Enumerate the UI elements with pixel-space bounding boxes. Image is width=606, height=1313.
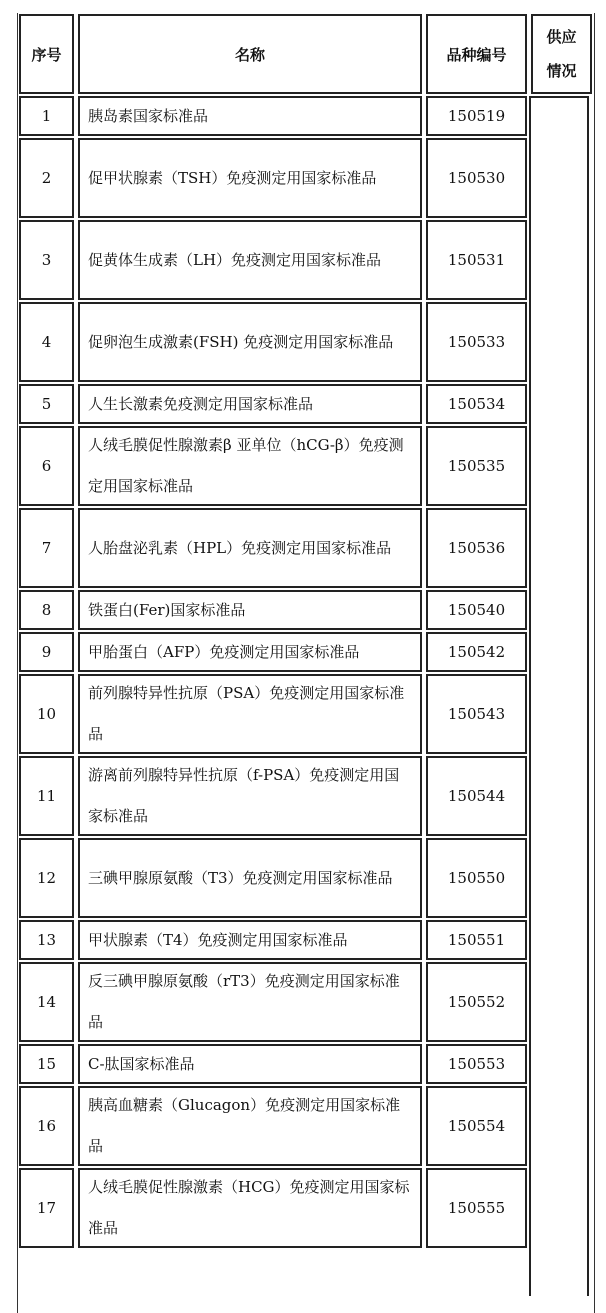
row-name: 人绒毛膜促性腺激素（HCG）免疫测定用国家标准品: [78, 1168, 422, 1248]
row-name: 人绒毛膜促性腺激素β 亚单位（hCG-β）免疫测定用国家标准品: [78, 426, 422, 506]
row-index: 6: [19, 426, 74, 506]
table-row: [17, 425, 594, 507]
row-index: 8: [19, 590, 74, 630]
row-name: 反三碘甲腺原氨酸（rT3）免疫测定用国家标准品: [78, 962, 422, 1042]
row-code: 150544: [426, 756, 527, 836]
table-row: [17, 137, 594, 219]
row-name: 三碘甲腺原氨酸（T3）免疫测定用国家标准品: [78, 838, 422, 918]
table-row: [17, 961, 594, 1043]
standards-table: [17, 13, 594, 1249]
row-index: 13: [19, 920, 74, 960]
row-code: 150519: [426, 96, 527, 136]
row-index: 4: [19, 302, 74, 382]
row-code: 150552: [426, 962, 527, 1042]
row-code: 150531: [426, 220, 527, 300]
header-supply-line1: 供应: [546, 28, 577, 46]
row-index: 3: [19, 220, 74, 300]
row-name: 甲胎蛋白（AFP）免疫测定用国家标准品: [78, 632, 422, 672]
table-header-row: [17, 13, 594, 95]
table-row: [17, 673, 594, 755]
row-index: 2: [19, 138, 74, 218]
row-index: 9: [19, 632, 74, 672]
row-code: 150540: [426, 590, 527, 630]
row-index: 16: [19, 1086, 74, 1166]
table-row: [17, 301, 594, 383]
row-name: 胰岛素国家标准品: [78, 96, 422, 136]
table-row: [17, 1043, 594, 1085]
row-name: 人胎盘泌乳素（HPL）免疫测定用国家标准品: [78, 508, 422, 588]
table-row: [17, 1167, 594, 1249]
row-code: 150534: [426, 384, 527, 424]
row-index: 7: [19, 508, 74, 588]
row-code: 150533: [426, 302, 527, 382]
row-code: 150551: [426, 920, 527, 960]
row-name: 人生长激素免疫测定用国家标准品: [78, 384, 422, 424]
header-index: 序号: [19, 14, 74, 94]
table-row: [17, 589, 594, 631]
row-code: 150550: [426, 838, 527, 918]
table-row: [17, 919, 594, 961]
row-index: 10: [19, 674, 74, 754]
row-name: 促卵泡生成激素(FSH) 免疫测定用国家标准品: [78, 302, 422, 382]
header-name: 名称: [78, 14, 422, 94]
table-row: [17, 95, 594, 137]
row-name: 胰高血糖素（Glucagon）免疫测定用国家标准品: [78, 1086, 422, 1166]
row-code: 150543: [426, 674, 527, 754]
row-index: 5: [19, 384, 74, 424]
row-name: C-肽国家标准品: [78, 1044, 422, 1084]
row-code: 150535: [426, 426, 527, 506]
supply-status-column: [529, 96, 589, 1296]
row-index: 15: [19, 1044, 74, 1084]
row-code: 150542: [426, 632, 527, 672]
header-code: 品种编号: [426, 14, 527, 94]
row-index: 17: [19, 1168, 74, 1248]
table-row: [17, 507, 594, 589]
table-row: [17, 383, 594, 425]
row-index: 1: [19, 96, 74, 136]
header-supply-line2: 情况: [546, 62, 577, 80]
row-name: 促黄体生成素（LH）免疫测定用国家标准品: [78, 220, 422, 300]
row-name: 游离前列腺特异性抗原（f-PSA）免疫测定用国家标准品: [78, 756, 422, 836]
row-index: 11: [19, 756, 74, 836]
table-row: [17, 219, 594, 301]
row-code: 150553: [426, 1044, 527, 1084]
row-name: 铁蛋白(Fer)国家标准品: [78, 590, 422, 630]
table-row: [17, 755, 594, 837]
table-row: [17, 1085, 594, 1167]
row-index: 14: [19, 962, 74, 1042]
row-code: 150530: [426, 138, 527, 218]
table-row: [17, 631, 594, 673]
row-code: 150554: [426, 1086, 527, 1166]
row-name: 前列腺特异性抗原（PSA）免疫测定用国家标准品: [78, 674, 422, 754]
row-code: 150555: [426, 1168, 527, 1248]
table-row: [17, 837, 594, 919]
header-supply: [531, 14, 592, 94]
row-name: 甲状腺素（T4）免疫测定用国家标准品: [78, 920, 422, 960]
row-code: 150536: [426, 508, 527, 588]
row-index: 12: [19, 838, 74, 918]
row-name: 促甲状腺素（TSH）免疫测定用国家标准品: [78, 138, 422, 218]
